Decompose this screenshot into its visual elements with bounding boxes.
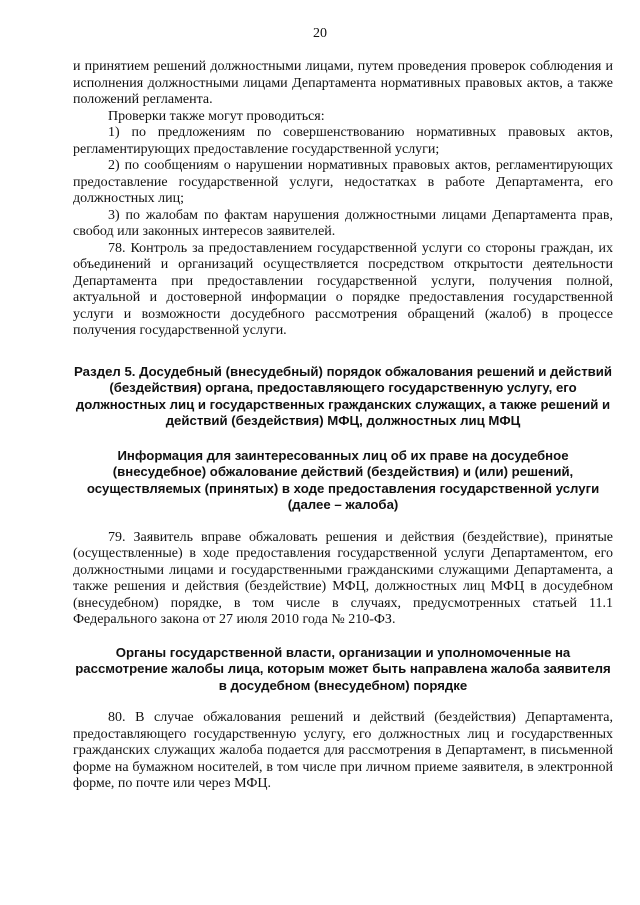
organs-heading: Органы государственной власти, организации и уполномоченные на рассмотрение жалобы лица, которым может быть направлена жалоба заявителя в досудебном (внесудебном) порядке bbox=[75, 644, 611, 693]
section-5-heading: Раздел 5. Досудебный (внесудебный) порядок обжалования решений и действий (бездействия) органа, предоставляющего государственную услугу, его должностных лиц и государственных гражданских служащих, а также решений и действий (бездействия) МФЦ, должностных лиц МФЦ bbox=[74, 363, 612, 428]
info-heading: Информация для заинтересованных лиц об их праве на досудебное (внесудебное) обжалование действий (бездействия) и (или) решений, осуществляемых (принятых) в ходе предоставления государственной услуги (далее – жалоба) bbox=[86, 447, 600, 512]
check-item-3: 3) по жалобам по фактам нарушения должностными лицами Департамента прав, свобод или законных интересов заявителей. bbox=[73, 207, 613, 239]
paragraph-79: 79. Заявитель вправе обжаловать решения и действия (бездействие), принятые (осуществленные) в ходе предоставления государственной услуги Департаментом, его должностными лицами и государственными гражданскими служащими Департамента, а также решения и действия (бездействие) МФЦ, должностных лиц МФЦ в досудебном (внесудебном) порядке, в том числе в случаях, предусмотренных статьей 11.1 Федерального закона от 27 июля 2010 года № 210-ФЗ. bbox=[73, 529, 613, 627]
page-number: 20 bbox=[313, 26, 327, 41]
paragraph-intro: и принятием решений должностными лицами, путем проведения проверок соблюдения и исполнения должностными лицами Департамента нормативных правовых актов, а также положений регламента. bbox=[73, 59, 613, 107]
check-item-1: 1) по предложениям по совершенствованию нормативных правовых актов, регламентирующих предоставление государственной услуги; bbox=[73, 125, 613, 157]
paragraph-80: 80. В случае обжалования решений и действий (бездействия) Департамента, предоставляющего государственную услугу, его должностных лиц и государственных гражданских служащих жалоба подается для рассмотрения в Департамент, в письменной форме на бумажном носителей, в том числе при личном приеме заявителя, в электронной форме, по почте или через МФЦ. bbox=[73, 710, 613, 791]
check-item-2: 2) по сообщениям о нарушении нормативных правовых актов, регламентирующих предоставление государственной услуги, недостатках в работе Департамента, его должностных лиц; bbox=[73, 158, 613, 206]
document-body bbox=[73, 59, 613, 793]
paragraph-78: 78. Контроль за предоставлением государственной услуги со стороны граждан, их объединений и организаций осуществляется посредством открытости деятельности Департамента при предоставлении государственной услуги, получения полной, актуальной и достоверной информации о порядке предоставления государственной услуги и возможности досудебного рассмотрения обращений (жалоб) в процессе получения государственной услуги. bbox=[73, 240, 613, 338]
checks-intro: Проверки также могут проводиться: bbox=[108, 108, 325, 124]
